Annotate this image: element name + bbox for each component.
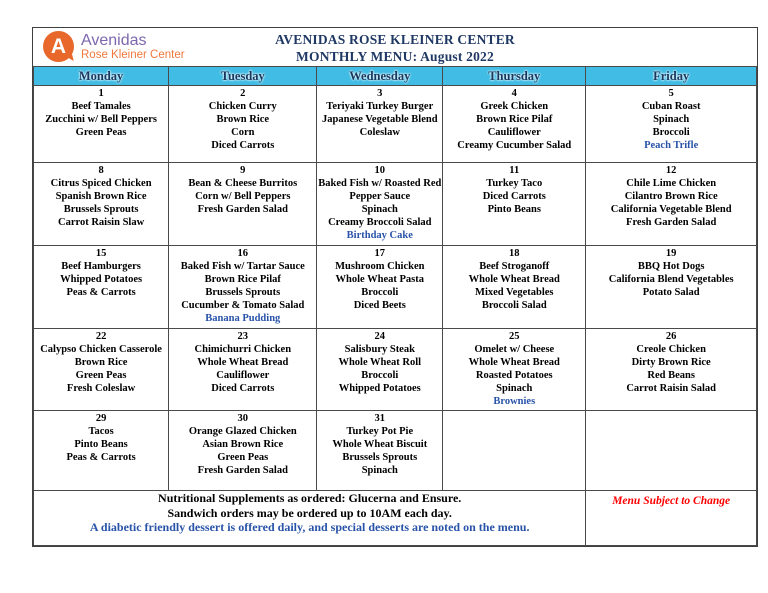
menu-item: Fresh Garden Salad	[197, 465, 288, 476]
day-cell	[443, 411, 586, 491]
menu-item: Whole Wheat Pasta	[335, 274, 425, 285]
day-cell	[317, 86, 443, 163]
day-number: 30	[237, 413, 249, 424]
menu-item: Pinto Beans	[487, 204, 541, 215]
menu-item: Beef Hamburgers	[61, 261, 141, 272]
day-cell	[586, 246, 757, 329]
day-cell	[586, 329, 757, 411]
menu-item: Teriyaki Turkey Burger	[326, 101, 434, 112]
day-cell	[586, 411, 757, 491]
menu-item: Whole Wheat Bread	[468, 357, 560, 368]
logo-subtitle: Rose Kleiner Center	[81, 49, 185, 61]
day-number: 22	[95, 331, 107, 342]
menu-item: Orange Glazed Chicken	[188, 426, 297, 437]
day-number: 2	[240, 88, 246, 99]
menu-item: Asian Brown Rice	[202, 439, 284, 450]
menu-item: Tacos	[88, 426, 114, 437]
menu-item: Broccoli	[652, 127, 690, 138]
day-cell	[34, 246, 169, 329]
menu-item: Baked Fish w/ Roasted Red Pepper Sauce	[318, 178, 442, 202]
menu-item: Peas & Carrots	[66, 287, 136, 298]
day-number: 19	[665, 248, 677, 259]
menu-item: Chile Lime Chicken	[626, 178, 717, 189]
menu-item: Brown Rice Pilaf	[476, 114, 553, 125]
day-number: 12	[665, 165, 677, 176]
weekday-header: Friday	[586, 67, 757, 86]
menu-item: Beef Stroganoff	[479, 261, 550, 272]
menu-item: Turkey Pot Pie	[346, 426, 414, 437]
day-number: 18	[509, 248, 520, 259]
menu-item: Cuban Roast	[641, 101, 701, 112]
menu-item: Cucumber & Tomato Salad	[181, 300, 305, 311]
day-number: 31	[374, 413, 386, 424]
day-cell	[443, 329, 586, 411]
menu-item: Cauliflower	[216, 370, 270, 381]
day-number: 5	[668, 88, 674, 99]
menu-item: Corn	[231, 127, 255, 138]
day-cell	[317, 246, 443, 329]
week-row	[34, 411, 757, 491]
menu-item: Broccoli Salad	[481, 300, 547, 311]
special-dessert-item: Peach Trifle	[644, 140, 699, 151]
day-cell	[34, 329, 169, 411]
menu-item: Diced Carrots	[211, 140, 275, 151]
week-row	[34, 163, 757, 246]
avenidas-logo-icon	[43, 31, 74, 62]
menu-item: Creamy Broccoli Salad	[328, 217, 432, 228]
day-cell	[169, 163, 317, 246]
menu-sheet	[32, 27, 758, 547]
menu-subject-cell	[586, 491, 757, 546]
menu-item: Turkey Taco	[486, 178, 543, 189]
menu-item: Beef Tamales	[71, 101, 131, 112]
week-row	[34, 329, 757, 411]
week-row	[34, 246, 757, 329]
footer-notes-cell	[34, 491, 586, 546]
menu-item: Zucchini w/ Bell Peppers	[45, 114, 157, 125]
special-dessert-item: Banana Pudding	[205, 313, 281, 324]
menu-item: Spinach	[653, 114, 690, 125]
menu-item: Creole Chicken	[636, 344, 706, 355]
menu-item: Japanese Vegetable Blend	[322, 114, 438, 125]
menu-item: Creamy Cucumber Salad	[457, 140, 572, 151]
menu-item: Whole Wheat Bread	[468, 274, 560, 285]
day-number: 26	[665, 331, 677, 342]
day-cell	[586, 163, 757, 246]
menu-item: Spinach	[496, 383, 533, 394]
menu-item: Fresh Garden Salad	[626, 217, 717, 228]
menu-item: California Vegetable Blend	[610, 204, 732, 215]
day-cell	[34, 411, 169, 491]
menu-item: Spinach	[361, 465, 398, 476]
weekday-header: Monday	[34, 67, 169, 86]
menu-item: Brussels Sprouts	[342, 452, 418, 463]
footer-note-line: Sandwich orders may be ordered up to 10AM each day.	[167, 505, 452, 520]
day-cell	[443, 246, 586, 329]
day-number: 10	[374, 165, 386, 176]
menu-item: Chicken Curry	[208, 101, 277, 112]
day-number: 9	[240, 165, 246, 176]
week-row	[34, 86, 757, 163]
title-line-1: AVENIDAS ROSE KLEINER CENTER	[275, 32, 515, 47]
menu-item: Whipped Potatoes	[60, 274, 143, 285]
menu-item: Peas & Carrots	[66, 452, 136, 463]
day-number: 8	[98, 165, 104, 176]
day-number: 4	[511, 88, 517, 99]
day-number: 17	[374, 248, 386, 259]
menu-item: Spanish Brown Rice	[55, 191, 147, 202]
day-cell	[169, 86, 317, 163]
footer-row	[34, 491, 757, 546]
day-cell	[317, 329, 443, 411]
menu-item: Coleslaw	[359, 127, 400, 138]
menu-item: Whole Wheat Biscuit	[332, 439, 428, 450]
day-cell	[169, 411, 317, 491]
day-number: 23	[237, 331, 249, 342]
menu-item: Brown Rice	[74, 357, 128, 368]
day-number: 24	[374, 331, 386, 342]
menu-item: Spinach	[361, 204, 398, 215]
day-cell	[443, 163, 586, 246]
menu-item: Fresh Coleslaw	[66, 383, 136, 394]
menu-item: Pinto Beans	[74, 439, 128, 450]
menu-item: Calypso Chicken Casserole	[40, 344, 162, 355]
menu-item: Whole Wheat Bread	[197, 357, 289, 368]
menu-item: Diced Beets	[353, 300, 406, 311]
logo-name: Avenidas	[81, 32, 147, 49]
menu-item: Brussels Sprouts	[205, 287, 281, 298]
menu-item: Roasted Potatoes	[475, 370, 553, 381]
day-cell	[169, 329, 317, 411]
footer-note-line: Nutritional Supplements as ordered: Glucerna and Ensure.	[158, 491, 462, 505]
menu-item: Broccoli	[361, 370, 399, 381]
menu-item: California Blend Vegetables	[608, 274, 734, 285]
menu-item: Corn w/ Bell Peppers	[195, 191, 291, 202]
menu-item: Carrot Raisin Slaw	[58, 217, 145, 228]
menu-item: Mushroom Chicken	[335, 261, 425, 272]
logo-letter: A	[50, 35, 67, 58]
menu-item: Green Peas	[75, 370, 127, 381]
special-dessert-item: Brownies	[493, 396, 536, 407]
menu-item: Dirty Brown Rice	[631, 357, 711, 368]
menu-item: Potato Salad	[642, 287, 700, 298]
footer-note-line: A diabetic friendly dessert is offered daily, and special desserts are noted on the menu.	[89, 520, 530, 534]
weekday-header: Thursday	[443, 67, 586, 86]
menu-item: Whole Wheat Roll	[338, 357, 422, 368]
menu-item: Brown Rice	[216, 114, 270, 125]
day-number: 3	[377, 88, 383, 99]
day-cell	[443, 86, 586, 163]
menu-body	[34, 86, 757, 491]
day-cell	[317, 163, 443, 246]
menu-item: Salisbury Steak	[344, 344, 415, 355]
menu-item: Green Peas	[217, 452, 269, 463]
menu-item: Fresh Garden Salad	[197, 204, 288, 215]
menu-item: Red Beans	[647, 370, 695, 381]
day-number: 16	[237, 248, 249, 259]
menu-item: Cilantro Brown Rice	[624, 191, 718, 202]
day-cell	[169, 246, 317, 329]
menu-item: Citrus Spiced Chicken	[50, 178, 152, 189]
menu-item: Cauliflower	[487, 127, 541, 138]
menu-subject-note: Menu Subject to Change	[612, 495, 731, 507]
menu-item: Bean & Cheese Burritos	[188, 178, 298, 189]
special-dessert-item: Birthday Cake	[346, 230, 413, 241]
menu-item: Whipped Potatoes	[338, 383, 421, 394]
menu-item: Omelet w/ Cheese	[474, 344, 555, 355]
day-number: 11	[509, 165, 520, 176]
weekday-header-row	[34, 67, 757, 86]
menu-item: Baked Fish w/ Tartar Sauce	[180, 261, 305, 272]
menu-item: Mixed Vegetables	[475, 287, 554, 298]
avenidas-logo	[43, 31, 185, 62]
menu-item: Diced Carrots	[211, 383, 275, 394]
menu-item: Greek Chicken	[480, 101, 549, 112]
menu-item: Diced Carrots	[482, 191, 546, 202]
title-line-2: MONTHLY MENU: August 2022	[296, 49, 494, 64]
day-cell	[586, 86, 757, 163]
day-cell	[34, 163, 169, 246]
day-number: 15	[95, 248, 107, 259]
weekday-header: Tuesday	[169, 67, 317, 86]
masthead	[33, 28, 757, 66]
day-number: 25	[509, 331, 520, 342]
day-number: 29	[95, 413, 107, 424]
menu-item: BBQ Hot Dogs	[637, 261, 705, 272]
menu-item: Brown Rice Pilaf	[204, 274, 281, 285]
menu-item: Chimichurri Chicken	[194, 344, 292, 355]
day-number: 1	[98, 88, 104, 99]
logo-text	[81, 32, 185, 61]
menu-item: Broccoli	[361, 287, 399, 298]
weekday-header: Wednesday	[317, 67, 443, 86]
menu-table	[33, 66, 757, 546]
menu-item: Carrot Raisin Salad	[626, 383, 716, 394]
menu-item: Green Peas	[75, 127, 127, 138]
day-cell	[34, 86, 169, 163]
menu-item: Brussels Sprouts	[63, 204, 139, 215]
day-cell	[317, 411, 443, 491]
